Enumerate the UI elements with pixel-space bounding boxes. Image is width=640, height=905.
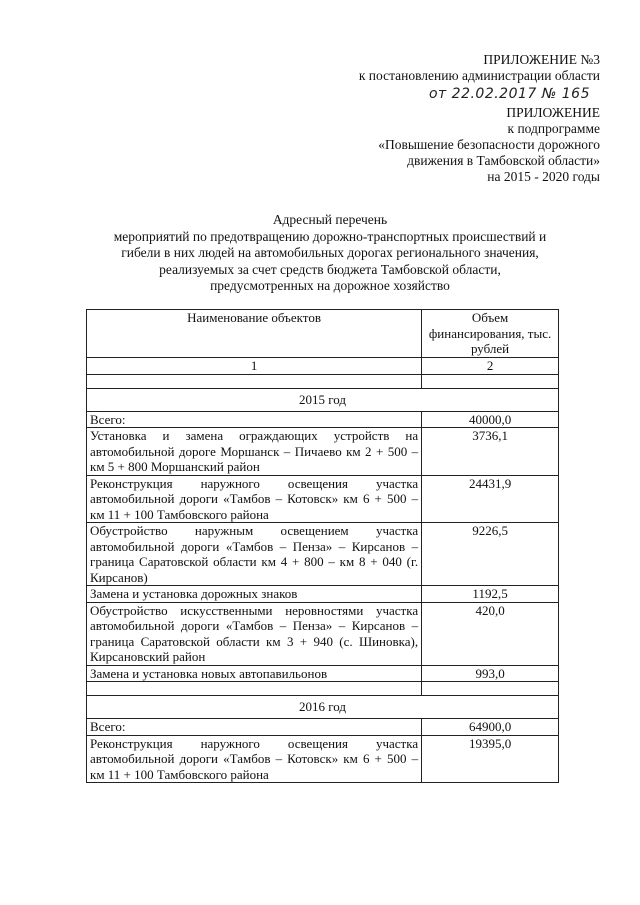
object-name: Реконструкция наружного освещения участка автомобильной дороги «Тамбов – Котовск» км 6 + 500 – км 11 + 100 Тамбовского района (87, 735, 422, 783)
handwritten-date: от 22.02.2017 № 165 (428, 86, 590, 102)
object-name: Замена и установка дорожных знаков (87, 586, 422, 603)
program-name-line1: «Повышение безопасности дорожного (378, 137, 600, 152)
year-row (87, 696, 559, 719)
table-row (87, 602, 559, 665)
table-row (87, 428, 559, 476)
total-value: 40000,0 (422, 411, 559, 428)
object-name: Реконструкция наружного освещения участка автомобильной дороги «Тамбов – Котовск» км 6 + 500 – км 11 + 100 Тамбовского района (87, 475, 422, 523)
table-header-row (87, 310, 559, 358)
object-name: Обустройство искусственными неровностями участка автомобильной дороги «Тамбов – Пенза» – Кирсанов – граница Саратовской области км 3 + 940 (с. Шиновка), Кирсановский район (87, 602, 422, 665)
column-number-row (87, 357, 559, 374)
program-years: на 2015 - 2020 годы (487, 169, 600, 184)
year-row (87, 388, 559, 411)
appendix-label: ПРИЛОЖЕНИЕ (506, 105, 600, 120)
col-amount-header: Объем финансирования, тыс. рублей (422, 310, 559, 358)
funding-value: 19395,0 (422, 735, 559, 783)
col-number-2: 2 (422, 357, 559, 374)
total-label: Всего: (87, 411, 422, 428)
title-line2: мероприятий по предотвращению дорожно-транспортных происшествий и (113, 228, 547, 244)
total-row (87, 411, 559, 428)
title-line1: Адресный перечень (272, 212, 388, 227)
funding-value: 24431,9 (422, 475, 559, 523)
table-row (87, 665, 559, 682)
resolution-label: к постановлению администрации области (358, 68, 600, 83)
measures-table (86, 309, 559, 783)
funding-value: 993,0 (422, 665, 559, 682)
table-row (87, 735, 559, 783)
funding-value: 9226,5 (422, 523, 559, 586)
program-name-line2: движения в Тамбовской области» (407, 153, 600, 168)
document-title (60, 212, 600, 295)
title-line5: предусмотренных на дорожное хозяйство (210, 278, 450, 293)
funding-value: 1192,5 (422, 586, 559, 603)
total-row (87, 719, 559, 736)
col-number-1: 1 (87, 357, 422, 374)
title-line3: гибели в них людей на автомобильных дорогах регионального значения, (121, 245, 539, 260)
title-line4: реализуемых за счет средств бюджета Тамбовской области, (159, 261, 501, 277)
year-label: 2015 год (87, 388, 559, 411)
table-row (87, 523, 559, 586)
appendix3-label: ПРИЛОЖЕНИЕ №3 (483, 52, 600, 67)
total-label: Всего: (87, 719, 422, 736)
table-row (87, 475, 559, 523)
object-name: Обустройство наружным освещением участка автомобильной дороги «Тамбов – Пенза» – Кирсанов – граница Саратовской области км 4 + 800 – км 8 + 040 (г. Кирсанов) (87, 523, 422, 586)
funding-value: 420,0 (422, 602, 559, 665)
object-name: Установка и замена ограждающих устройств на автомобильной дороге Моршанск – Пичаево км 2 + 500 – км 5 + 800 Моршанский район (87, 428, 422, 476)
table-row (87, 586, 559, 603)
appendix-header (359, 52, 600, 185)
object-name: Замена и установка новых автопавильонов (87, 665, 422, 682)
blank-row (87, 374, 559, 388)
year-label: 2016 год (87, 696, 559, 719)
total-value: 64900,0 (422, 719, 559, 736)
blank-row (87, 682, 559, 696)
col-name-header: Наименование объектов (87, 310, 422, 358)
funding-value: 3736,1 (422, 428, 559, 476)
subprogram-label: к подпрограмме (507, 121, 600, 136)
